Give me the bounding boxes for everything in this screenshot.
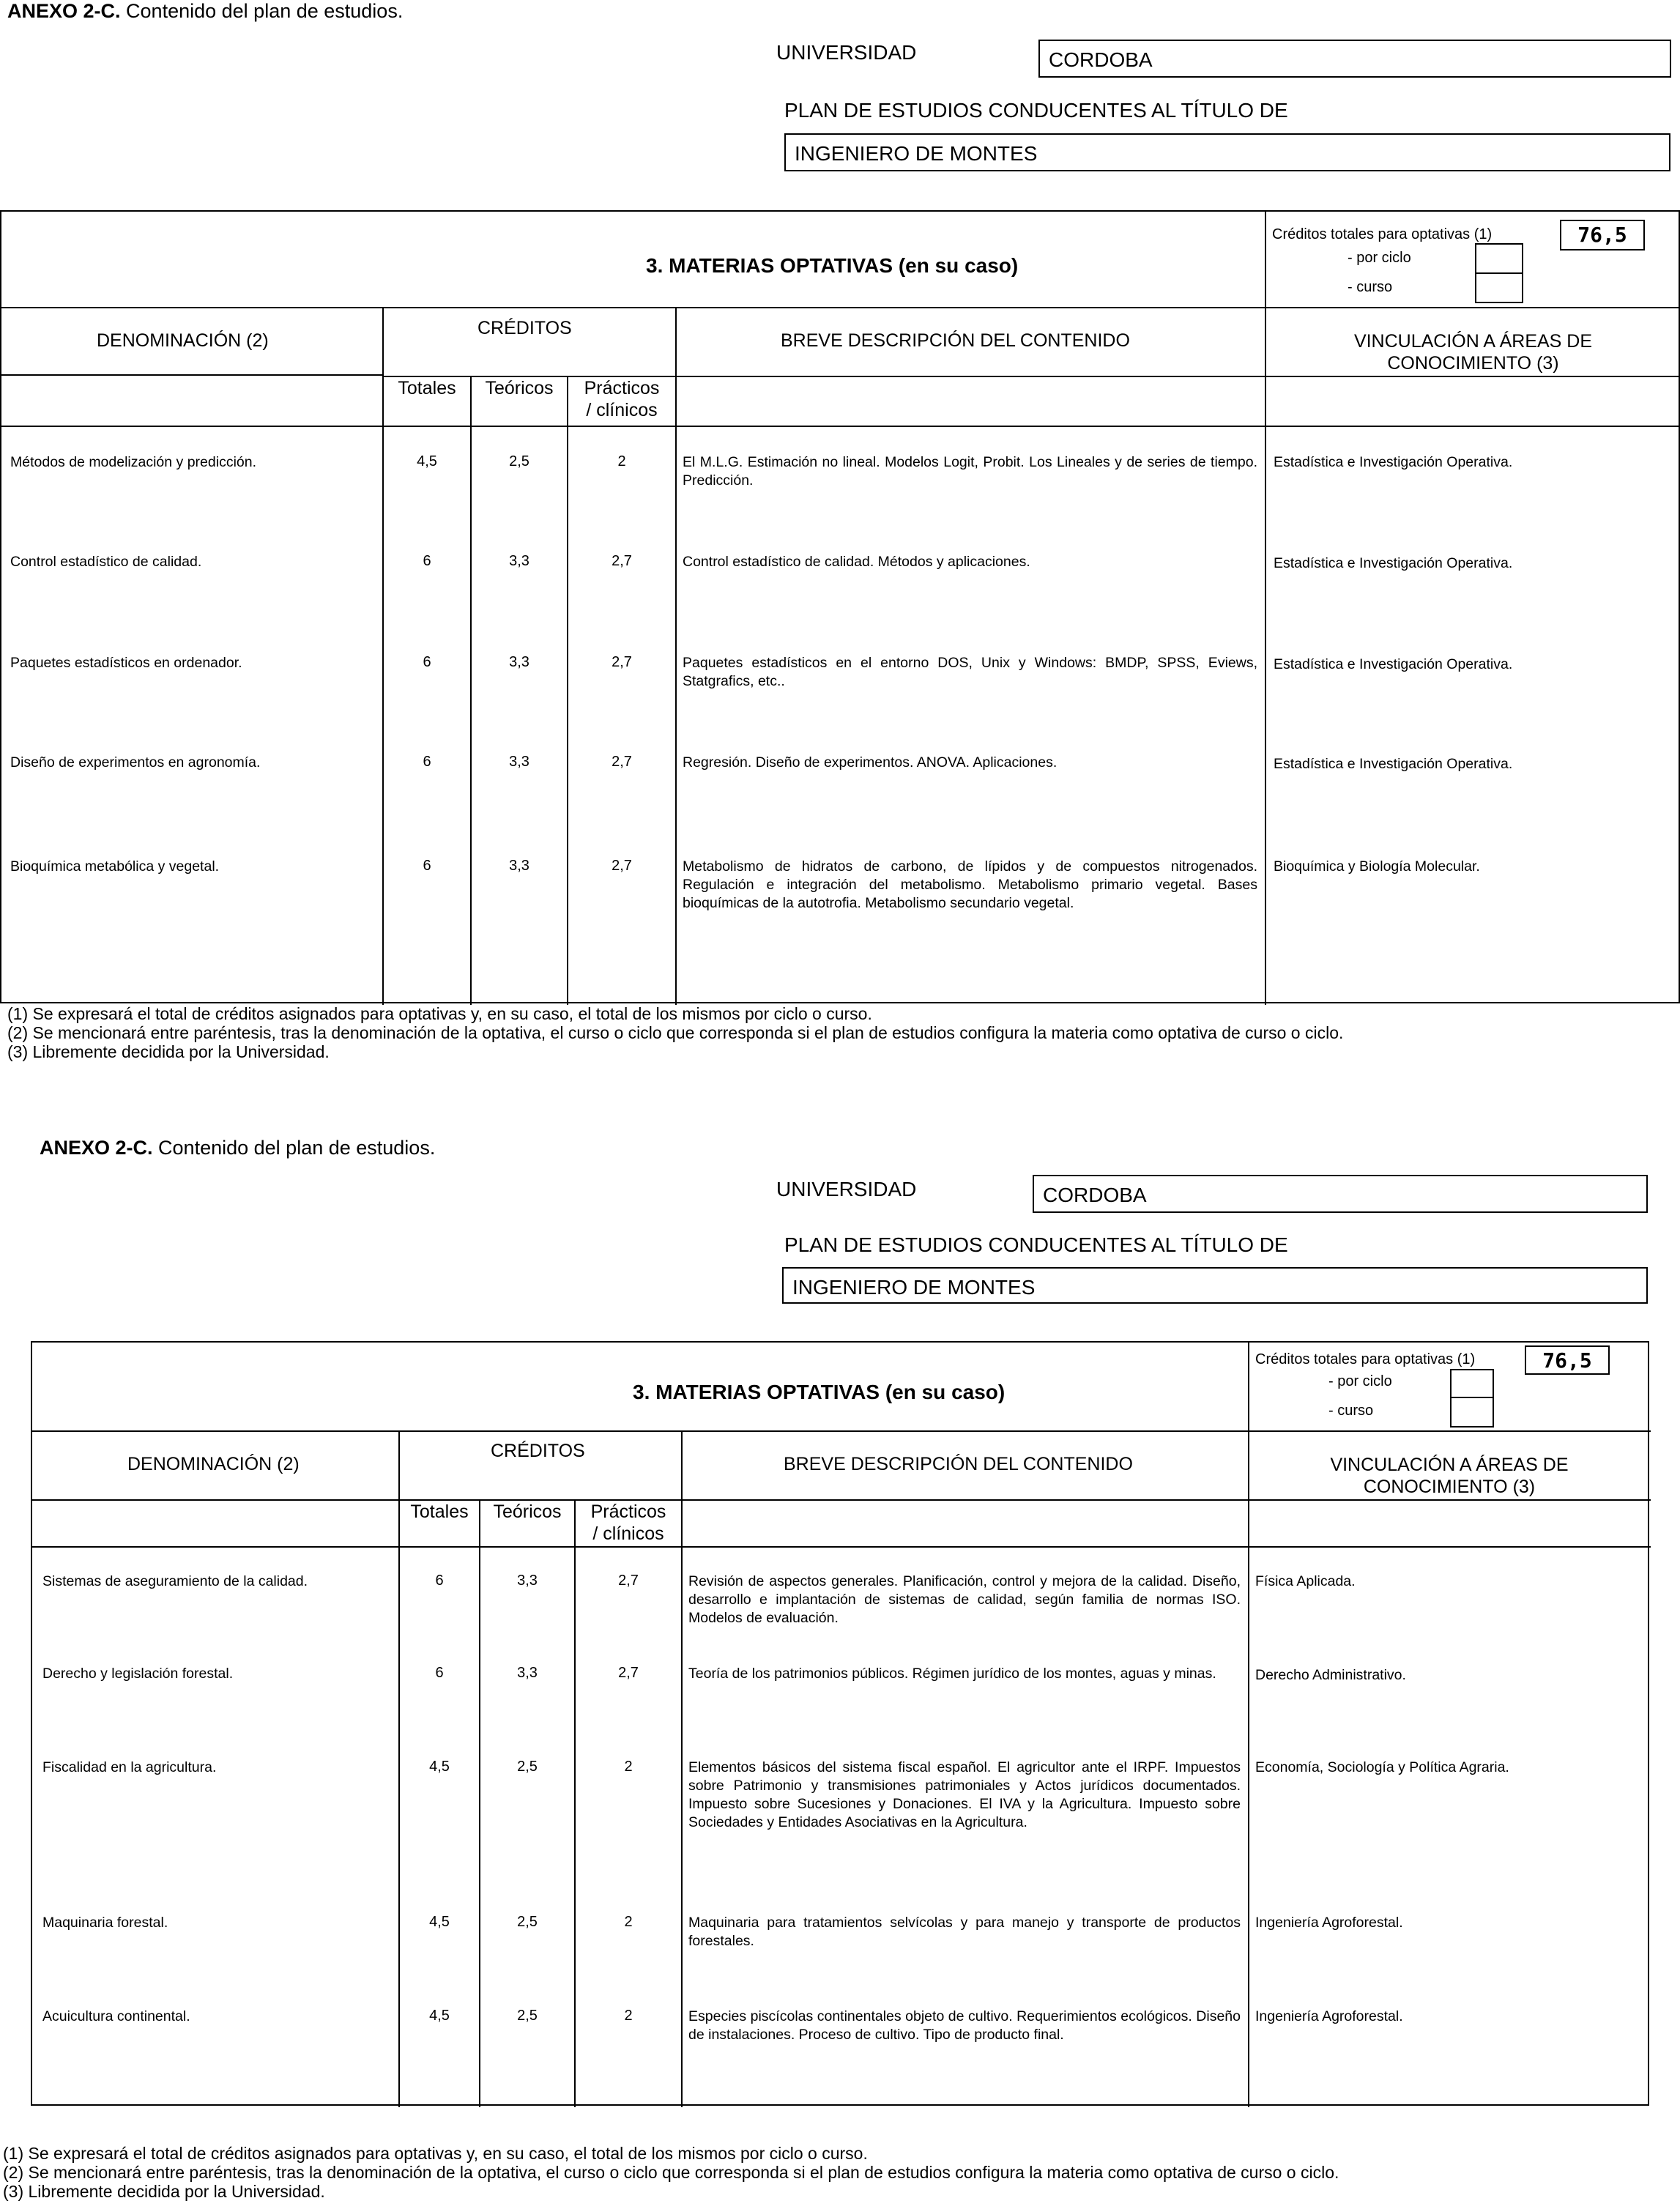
row-vinculacion: Estadística e Investigación Operativa.	[1274, 454, 1513, 470]
row-denominacion: Paquetes estadísticos en ordenador.	[10, 655, 242, 671]
row-totales: 4,5	[429, 1759, 450, 1775]
row-teoricos: 3,3	[517, 1573, 538, 1589]
footnote-2: (2) Se mencionará entre paréntesis, tras la denominación de la optativa, el curso o ciclo que corresponda si el plan de estudios configura la materia como optativa de curso o ciclo.	[7, 1023, 1344, 1042]
row-vinculacion: Ingeniería Agroforestal.	[1255, 2008, 1403, 2024]
row-denominacion: Sistemas de aseguramiento de la calidad.	[42, 1573, 308, 1589]
row-teoricos: 2,5	[517, 2008, 538, 2024]
sub-totales: Totales	[410, 1501, 469, 1522]
row-teoricos: 2,5	[509, 453, 529, 469]
optativas-table	[31, 1341, 1649, 2106]
titulo-box: INGENIERO DE MONTES	[782, 1267, 1648, 1304]
row-practicos: 2,7	[612, 754, 632, 770]
sub-totales: Totales	[398, 378, 456, 398]
row-descripcion: Metabolismo de hidratos de carbono, de lípidos y de compuestos nitrogenados. Regulación e integración del metabolismo. Metabolismo primario vegetal. Bases bioquímicas de la autotrofia. Metabolismo secundario vegetal.	[683, 858, 1257, 911]
section-title: 3. MATERIAS OPTATIVAS (en su caso)	[633, 1381, 1006, 1403]
row-practicos: 2,7	[618, 1573, 639, 1589]
row-denominacion: Bioquímica metabólica y vegetal.	[10, 858, 220, 875]
row-totales: 6	[423, 754, 431, 770]
row-practicos: 2,7	[612, 654, 632, 670]
optativas-table	[0, 210, 1680, 1003]
row-teoricos: 3,3	[509, 754, 529, 770]
creditos-totales-label: Créditos totales para optativas (1)	[1272, 226, 1493, 242]
curso-label: - curso	[1328, 1403, 1374, 1419]
row-teoricos: 2,5	[517, 1759, 538, 1775]
por-ciclo-box	[1475, 243, 1523, 274]
col-denominacion: DENOMINACIÓN (2)	[127, 1454, 300, 1474]
row-descripcion: El M.L.G. Estimación no lineal. Modelos Logit, Probit. Los Lineales y de series de tiempo. Predicción.	[683, 454, 1257, 489]
row-vinculacion: Bioquímica y Biología Molecular.	[1274, 858, 1480, 875]
row-practicos: 2	[617, 453, 626, 469]
row-descripcion: Revisión de aspectos generales. Planificación, control y mejora de la calidad. Diseño, desarrollo e implantación de sistemas de calidad, según familia de normas ISO. Modelos de evaluación.	[688, 1573, 1241, 1626]
col-descripcion: BREVE DESCRIPCIÓN DEL CONTENIDO	[784, 1454, 1133, 1474]
row-vinculacion: Estadística e Investigación Operativa.	[1274, 555, 1513, 571]
col-vinculacion: VINCULACIÓN A ÁREAS DE CONOCIMIENTO (3)	[1353, 331, 1593, 374]
row-denominacion: Diseño de experimentos en agronomía.	[10, 754, 261, 771]
col-denominacion: DENOMINACIÓN (2)	[97, 330, 269, 351]
row-totales: 6	[435, 1573, 444, 1589]
page-2	[0, 1135, 1680, 2209]
annex-heading: ANEXO 2-C. Contenido del plan de estudios.	[7, 0, 404, 22]
row-denominacion: Fiscalidad en la agricultura.	[42, 1759, 217, 1775]
row-totales: 6	[423, 553, 431, 569]
row-vinculacion: Ingeniería Agroforestal.	[1255, 1915, 1403, 1931]
footnote-3: (3) Libremente decidida por la Universidad.	[3, 2182, 325, 2201]
sub-practicos: Prácticos / clínicos	[584, 378, 660, 420]
row-teoricos: 3,3	[509, 858, 529, 874]
col-creditos: CRÉDITOS	[491, 1441, 585, 1461]
row-vinculacion: Estadística e Investigación Operativa.	[1274, 756, 1513, 772]
row-descripcion: Paquetes estadísticos en el entorno DOS, Unix y Windows: BMDP, SPSS, Eviews, Statgrafics, etc..	[683, 655, 1257, 689]
creditos-totales-label: Créditos totales para optativas (1)	[1255, 1351, 1476, 1367]
curso-label: - curso	[1348, 279, 1393, 295]
row-denominacion: Métodos de modelización y predicción.	[10, 454, 257, 470]
row-vinculacion: Estadística e Investigación Operativa.	[1274, 656, 1513, 672]
universidad-box: CORDOBA	[1038, 40, 1671, 78]
row-totales: 4,5	[429, 1914, 450, 1930]
row-descripcion: Especies piscícolas continentales objeto de cultivo. Requerimientos ecológicos. Diseño de instalaciones. Proceso de cultivo. Tipo de producto final.	[688, 2008, 1241, 2043]
sub-practicos: Prácticos / clínicos	[590, 1501, 666, 1544]
sub-teoricos: Teóricos	[493, 1501, 562, 1522]
annex-heading: ANEXO 2-C. Contenido del plan de estudios.	[40, 1137, 436, 1159]
por-ciclo-box	[1450, 1369, 1494, 1398]
curso-box	[1475, 272, 1523, 303]
row-vinculacion: Física Aplicada.	[1255, 1573, 1356, 1589]
creditos-totales-value: 76,5	[1560, 220, 1645, 250]
universidad-label: UNIVERSIDAD	[776, 41, 917, 64]
row-totales: 4,5	[417, 453, 437, 469]
footnote-3: (3) Libremente decidida por la Universidad.	[7, 1042, 330, 1061]
row-vinculacion: Derecho Administrativo.	[1255, 1667, 1406, 1683]
row-practicos: 2,7	[612, 858, 632, 874]
row-totales: 4,5	[429, 2008, 450, 2024]
por-ciclo-label: - por ciclo	[1348, 250, 1411, 266]
row-descripcion: Control estadístico de calidad. Métodos y aplicaciones.	[683, 554, 1030, 570]
footnote-1: (1) Se expresará el total de créditos asignados para optativas y, en su caso, el total de los mismos por ciclo o curso.	[7, 1004, 872, 1023]
section-title: 3. MATERIAS OPTATIVAS (en su caso)	[646, 254, 1019, 277]
creditos-totales-value: 76,5	[1525, 1345, 1610, 1375]
row-practicos: 2	[624, 1914, 633, 1930]
row-teoricos: 3,3	[517, 1665, 538, 1681]
row-denominacion: Maquinaria forestal.	[42, 1915, 168, 1931]
curso-box	[1450, 1397, 1494, 1428]
row-practicos: 2,7	[612, 553, 632, 569]
row-teoricos: 2,5	[517, 1914, 538, 1930]
plan-label: PLAN DE ESTUDIOS CONDUCENTES AL TÍTULO DE	[784, 99, 1288, 122]
col-descripcion: BREVE DESCRIPCIÓN DEL CONTENIDO	[781, 330, 1130, 351]
titulo-box: INGENIERO DE MONTES	[784, 133, 1670, 171]
row-vinculacion: Economía, Sociología y Política Agraria.	[1255, 1759, 1509, 1775]
row-descripcion: Elementos básicos del sistema fiscal español. El agricultor ante el IRPF. Impuestos sobre Patrimonio y transmisiones patrimoniales y Actos jurídicos documentados. Impuesto sobre Sucesiones y Donaciones. El IVA y la Agricultura. Impuesto sobre Sociedades y Entidades Asociativas en la Agricultura.	[688, 1759, 1241, 1830]
row-totales: 6	[423, 654, 431, 670]
universidad-box: CORDOBA	[1033, 1175, 1648, 1213]
footnote-2: (2) Se mencionará entre paréntesis, tras la denominación de la optativa, el curso o ciclo que corresponda si el plan de estudios configura la materia como optativa de curso o ciclo.	[3, 2163, 1339, 2182]
row-totales: 6	[423, 858, 431, 874]
col-vinculacion: VINCULACIÓN A ÁREAS DE CONOCIMIENTO (3)	[1330, 1455, 1569, 1497]
row-totales: 6	[435, 1665, 444, 1681]
row-denominacion: Acuicultura continental.	[42, 2008, 190, 2024]
plan-label: PLAN DE ESTUDIOS CONDUCENTES AL TÍTULO DE	[784, 1233, 1288, 1256]
row-descripcion: Regresión. Diseño de experimentos. ANOVA. Aplicaciones.	[683, 754, 1058, 771]
sub-teoricos: Teóricos	[485, 378, 554, 398]
row-teoricos: 3,3	[509, 654, 529, 670]
footnote-1: (1) Se expresará el total de créditos asignados para optativas y, en su caso, el total de los mismos por ciclo o curso.	[3, 2144, 868, 2163]
row-descripcion: Teoría de los patrimonios públicos. Régimen jurídico de los montes, aguas y minas.	[688, 1666, 1216, 1682]
row-descripcion: Maquinaria para tratamientos selvícolas y para manejo y transporte de productos forestales.	[688, 1915, 1241, 1949]
row-practicos: 2	[624, 1759, 633, 1775]
col-creditos: CRÉDITOS	[477, 318, 572, 338]
row-denominacion: Derecho y legislación forestal.	[42, 1666, 234, 1682]
row-practicos: 2	[624, 2008, 633, 2024]
row-denominacion: Control estadístico de calidad.	[10, 554, 202, 570]
universidad-label: UNIVERSIDAD	[776, 1178, 917, 1200]
row-practicos: 2,7	[618, 1665, 639, 1681]
row-teoricos: 3,3	[509, 553, 529, 569]
por-ciclo-label: - por ciclo	[1328, 1373, 1392, 1389]
